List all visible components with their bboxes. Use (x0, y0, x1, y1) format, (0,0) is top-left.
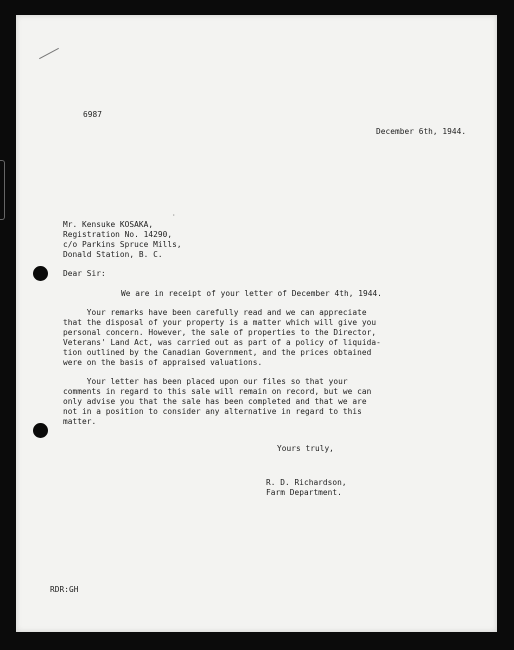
body-line: Veterans' Land Act, was carried out as part of a policy of liquida- (63, 338, 381, 347)
punch-hole-top (33, 266, 48, 281)
file-number: 6987 (83, 110, 102, 119)
body-line: Your letter has been placed upon our files so that your (63, 377, 348, 386)
address-line: Registration No. 14290, (63, 230, 173, 239)
punch-hole-bottom (33, 423, 48, 438)
body-line: Your remarks have been carefully read and we can appreciate (63, 308, 367, 317)
paper-speck: · (172, 212, 176, 219)
salutation: Dear Sir: (63, 269, 106, 278)
letter-date: December 6th, 1944. (376, 127, 467, 136)
address-line: Donald Station, B. C. (63, 250, 163, 259)
address-line: c/o Parkins Spruce Mills, (63, 240, 182, 249)
body-line: only advise you that the sale has been completed and that we are (63, 397, 367, 406)
scan-edge-mark (0, 160, 5, 220)
paragraph-1: We are in receipt of your letter of December 4th, 1944. (121, 289, 382, 298)
address-line: Mr. Kensuke KOSAKA, (63, 220, 154, 229)
body-line: comments in regard to this sale will remain on record, but we can (63, 387, 372, 396)
body-line: not in a position to consider any alternative in regard to this (63, 407, 362, 416)
letter-page (16, 15, 497, 632)
body-line: matter. (63, 417, 97, 426)
body-line: personal concern. However, the sale of properties to the Director, (63, 328, 377, 337)
body-line: tion outlined by the Canadian Government, and the prices obtained (63, 348, 372, 357)
body-line: that the disposal of your property is a matter which will give you (63, 318, 377, 327)
signature-name: R. D. Richardson, (266, 478, 347, 487)
signature-department: Farm Department. (266, 488, 342, 497)
closing: Yours truly, (277, 444, 334, 453)
reference-initials: RDR:GH (50, 585, 79, 594)
body-line: were on the basis of appraised valuations. (63, 358, 263, 367)
paper-scratch (39, 48, 59, 59)
